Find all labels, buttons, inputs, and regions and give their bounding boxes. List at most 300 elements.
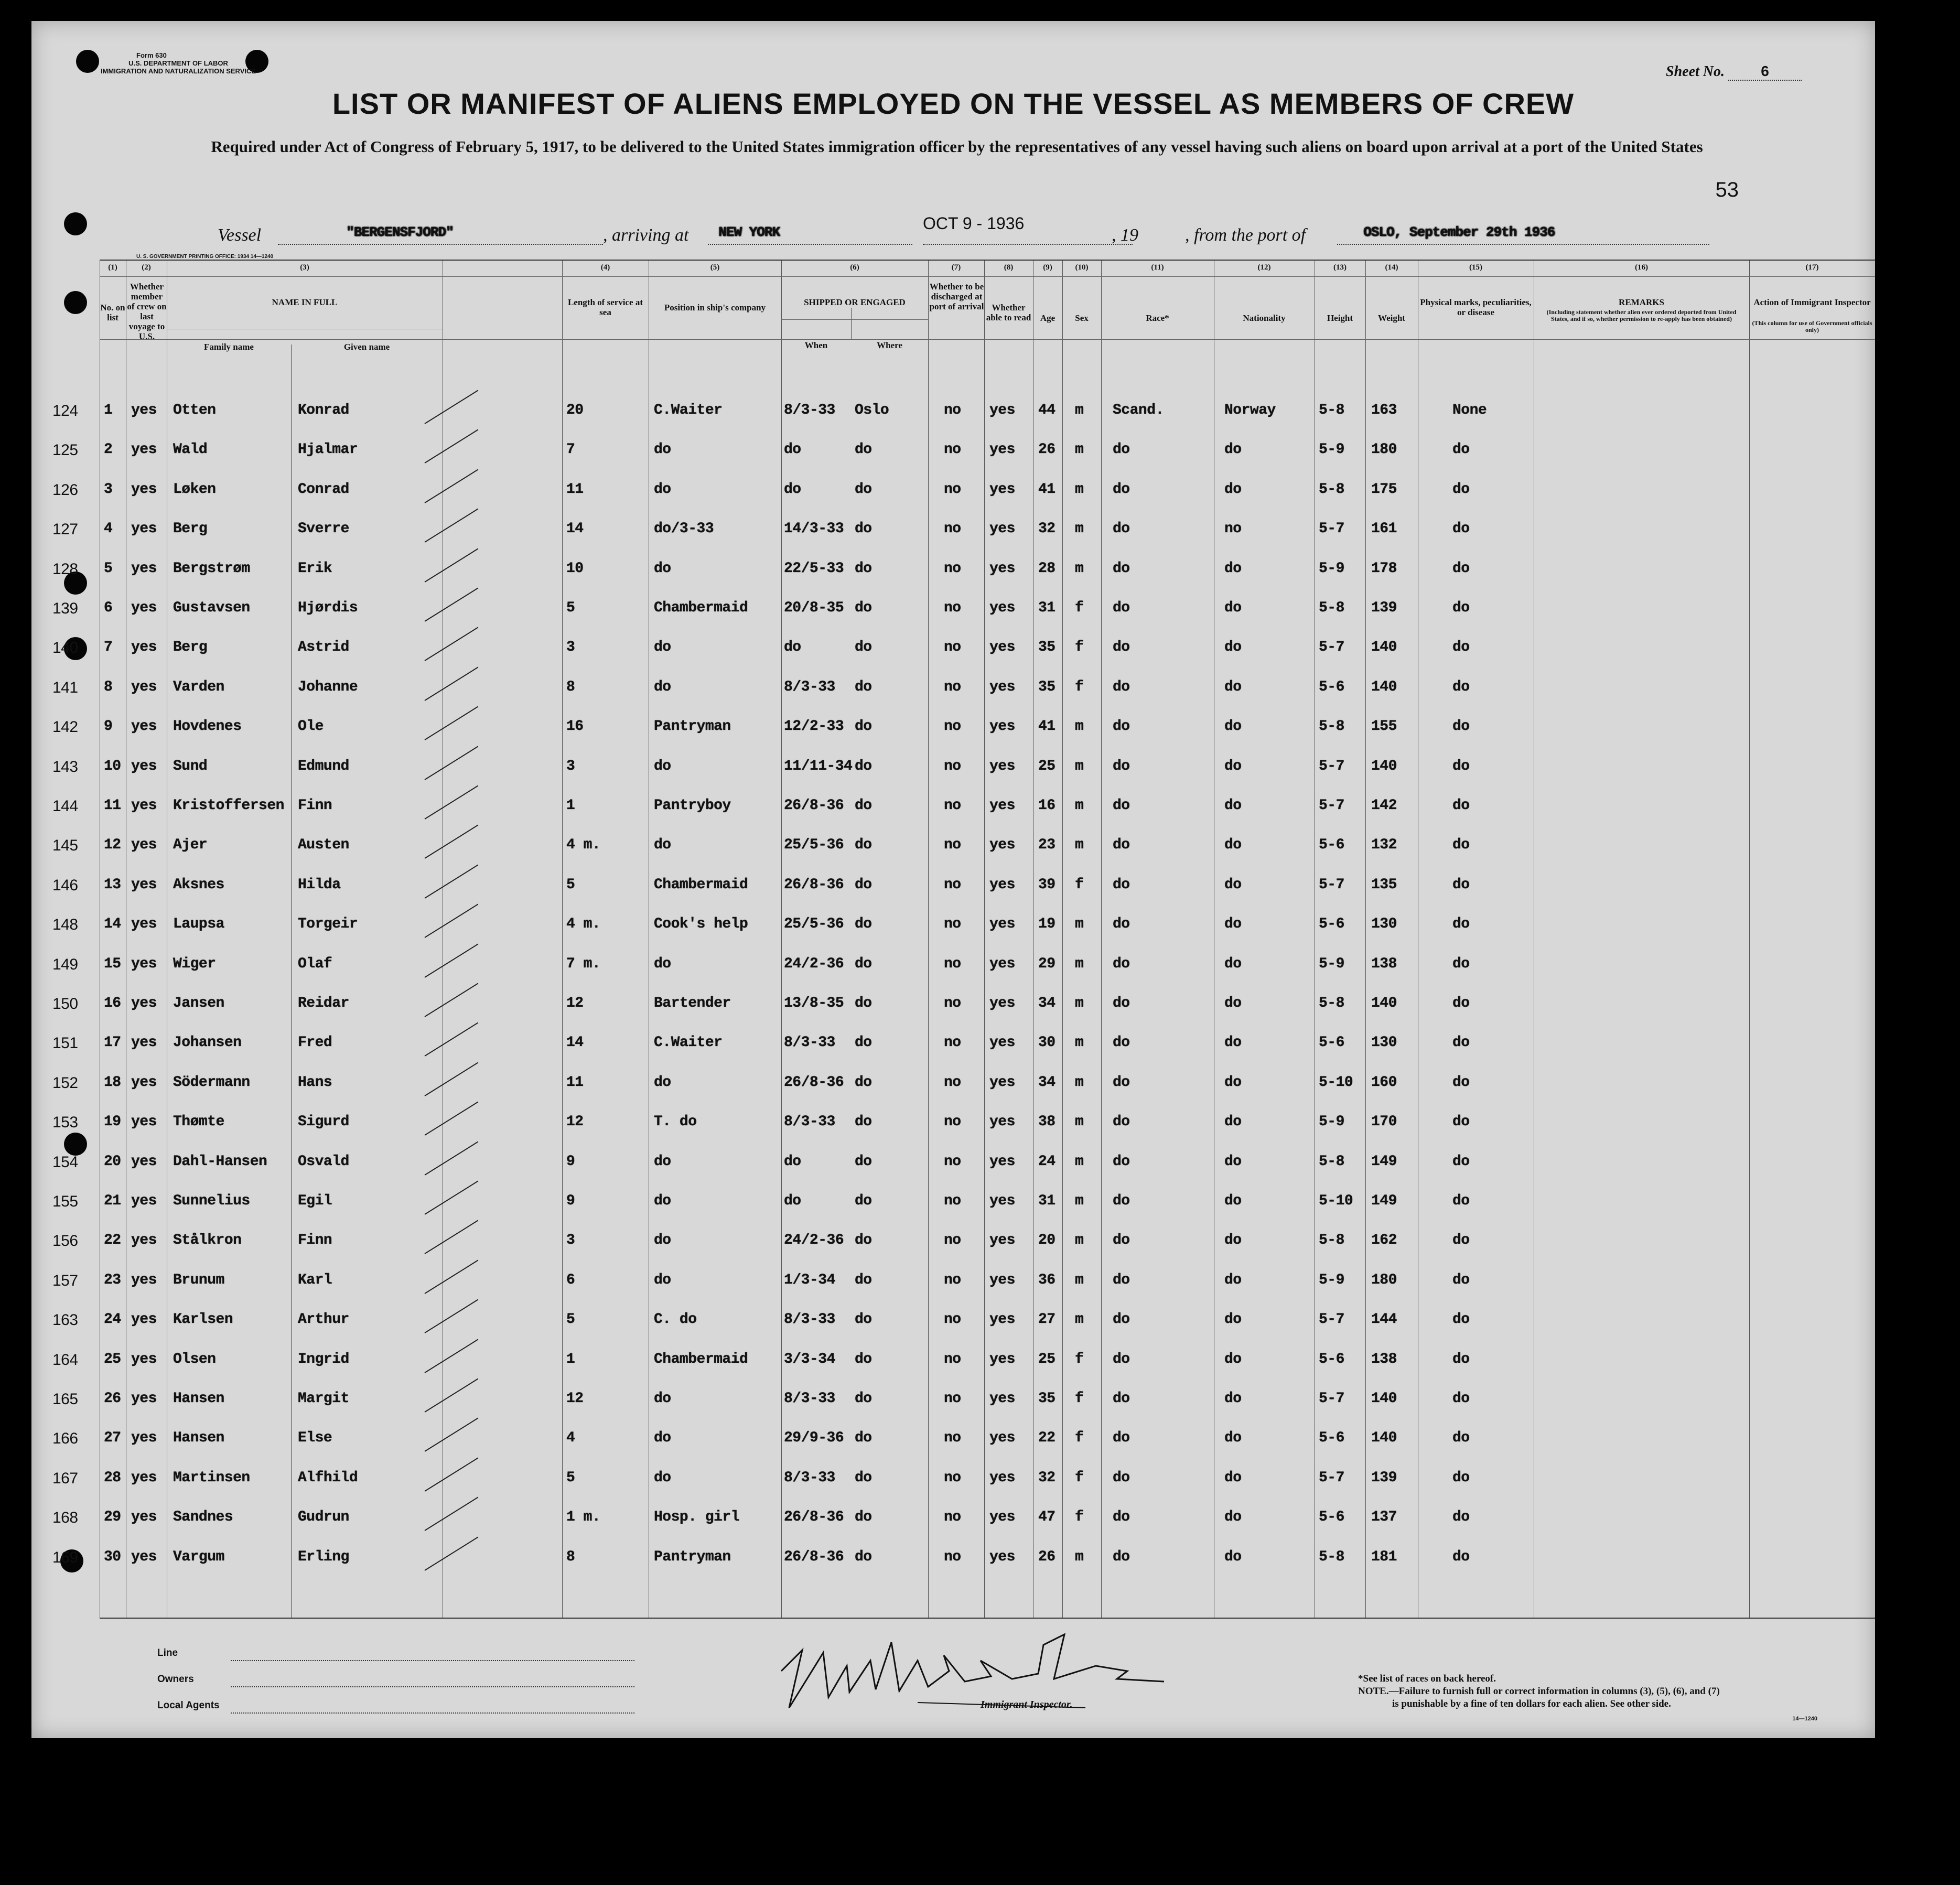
engaged-when: 8/3-33 xyxy=(784,1035,835,1051)
check-mark-stroke xyxy=(424,588,478,622)
race: do xyxy=(1113,1351,1130,1367)
physical-marks: do xyxy=(1452,560,1470,577)
service-name: IMMIGRATION AND NATURALIZATION SERVICE xyxy=(100,67,256,75)
printing-office-note: U. S. GOVERNMENT PRINTING OFFICE: 1934 14—1240 xyxy=(136,254,274,260)
table-row xyxy=(52,1380,1875,1419)
engaged-when: 8/3-33 xyxy=(784,402,835,418)
crew-last-voyage: yes xyxy=(131,916,157,933)
position: C. do xyxy=(654,1311,697,1328)
check-mark-stroke xyxy=(424,548,478,582)
crew-last-voyage: yes xyxy=(131,1193,157,1209)
col-name-in-full: NAME IN FULL xyxy=(272,297,338,307)
nationality: do xyxy=(1224,441,1242,458)
length-of-service: 16 xyxy=(566,718,584,735)
height: 5-6 xyxy=(1319,1035,1344,1051)
given-name: Alfhild xyxy=(298,1469,358,1486)
nationality: do xyxy=(1224,955,1242,972)
given-name: Astrid xyxy=(298,639,349,656)
check-mark-stroke xyxy=(424,1102,478,1136)
crew-last-voyage: yes xyxy=(131,600,157,616)
row-number: 13 xyxy=(104,876,121,893)
table-row xyxy=(52,1222,1875,1261)
age: 35 xyxy=(1038,678,1056,695)
family-name: Wald xyxy=(173,441,208,458)
length-of-service: 8 xyxy=(566,678,575,695)
col-able-to-read: Whether able to read xyxy=(986,303,1031,322)
family-name: Hansen xyxy=(173,1391,224,1407)
family-name: Otten xyxy=(173,402,216,418)
family-name: Bergstrøm xyxy=(173,560,250,577)
row-number: 15 xyxy=(104,955,121,972)
family-name: Wiger xyxy=(173,955,216,972)
engaged-where: do xyxy=(855,1391,872,1407)
given-name: Johanne xyxy=(298,678,358,695)
given-name: Hjalmar xyxy=(298,441,358,458)
sex: m xyxy=(1075,758,1084,774)
age: 30 xyxy=(1038,1035,1056,1051)
crew-last-voyage: yes xyxy=(131,798,157,814)
row-number: 8 xyxy=(104,678,113,695)
engaged-when: 26/8-36 xyxy=(784,798,844,814)
physical-marks: do xyxy=(1452,916,1470,933)
engaged-where: do xyxy=(855,995,872,1011)
engaged-where: do xyxy=(855,1114,872,1130)
length-of-service: 12 xyxy=(566,995,584,1011)
physical-marks: do xyxy=(1452,1430,1470,1447)
nationality: do xyxy=(1224,1430,1242,1447)
col-discharged: Whether to be discharged at port of arrival xyxy=(929,282,984,311)
crew-last-voyage: yes xyxy=(131,1074,157,1091)
position: do xyxy=(654,1272,671,1288)
nationality: do xyxy=(1224,600,1242,616)
row-number: 24 xyxy=(104,1311,121,1328)
check-mark-stroke xyxy=(424,983,478,1017)
sex: f xyxy=(1075,1469,1084,1486)
race: do xyxy=(1113,1430,1130,1447)
weight: 155 xyxy=(1371,718,1397,735)
age: 24 xyxy=(1038,1153,1056,1170)
race: do xyxy=(1113,441,1130,458)
engaged-when: 12/2-33 xyxy=(784,718,844,735)
age: 31 xyxy=(1038,600,1056,616)
table-row xyxy=(52,1182,1875,1222)
engaged-when: 25/5-36 xyxy=(784,837,844,854)
position: do xyxy=(654,837,671,854)
length-of-service: 5 xyxy=(566,1469,575,1486)
height: 5-8 xyxy=(1319,481,1344,498)
height: 5-9 xyxy=(1319,955,1344,972)
family-name: Sandnes xyxy=(173,1509,233,1526)
column-number: (7) xyxy=(951,263,961,272)
crew-last-voyage: yes xyxy=(131,1469,157,1486)
crew-last-voyage: yes xyxy=(131,995,157,1011)
nationality: do xyxy=(1224,798,1242,814)
nationality: do xyxy=(1224,1469,1242,1486)
row-number: 4 xyxy=(104,521,113,537)
age: 29 xyxy=(1038,955,1056,972)
column-number: (1) xyxy=(108,263,117,272)
engaged-where: do xyxy=(855,1193,872,1209)
crew-last-voyage: yes xyxy=(131,837,157,854)
column-number: (9) xyxy=(1043,263,1052,272)
sex: f xyxy=(1075,1430,1084,1447)
weight: 160 xyxy=(1371,1074,1397,1091)
col-weight: Weight xyxy=(1378,313,1405,323)
physical-marks: do xyxy=(1452,521,1470,537)
family-name: Berg xyxy=(173,521,208,537)
discharged: no xyxy=(944,995,961,1011)
length-of-service: 20 xyxy=(566,402,584,418)
row-number: 30 xyxy=(104,1548,121,1565)
physical-marks: do xyxy=(1452,837,1470,854)
physical-marks: do xyxy=(1452,876,1470,893)
margin-number: 145 xyxy=(52,837,78,855)
crew-last-voyage: yes xyxy=(131,955,157,972)
engaged-where: do xyxy=(855,521,872,537)
position: do xyxy=(654,1469,671,1486)
engaged-when: 25/5-36 xyxy=(784,916,844,933)
height: 5-8 xyxy=(1319,1153,1344,1170)
col-inspector-action: Action of Immigrant Inspector xyxy=(1753,297,1871,307)
weight: 137 xyxy=(1371,1509,1397,1526)
discharged: no xyxy=(944,758,961,774)
age: 19 xyxy=(1038,916,1056,933)
height: 5-9 xyxy=(1319,1114,1344,1130)
race: do xyxy=(1113,1311,1130,1328)
given-name: Olaf xyxy=(298,955,332,972)
race: do xyxy=(1113,798,1130,814)
length-of-service: 14 xyxy=(566,1035,584,1051)
discharged: no xyxy=(944,402,961,418)
engaged-where: do xyxy=(855,481,872,498)
vessel-name: "BERGENSFJORD" xyxy=(346,224,454,240)
nationality: do xyxy=(1224,1509,1242,1526)
able-to-read: yes xyxy=(989,995,1015,1011)
height: 5-8 xyxy=(1319,402,1344,418)
row-number: 29 xyxy=(104,1509,121,1526)
discharged: no xyxy=(944,1035,961,1051)
column-number: (3) xyxy=(300,263,309,272)
engaged-where: do xyxy=(855,560,872,577)
check-mark-stroke xyxy=(424,1022,478,1057)
row-number: 11 xyxy=(104,798,121,814)
able-to-read: yes xyxy=(989,1469,1015,1486)
physical-marks: do xyxy=(1452,678,1470,695)
vessel-line xyxy=(31,214,1875,252)
family-name: Vargum xyxy=(173,1548,224,1565)
discharged: no xyxy=(944,1232,961,1249)
weight: 178 xyxy=(1371,560,1397,577)
table-row xyxy=(52,1103,1875,1143)
race: do xyxy=(1113,916,1130,933)
from-port-label: , from the port of xyxy=(1185,225,1306,245)
footer-notes xyxy=(1358,1673,1720,1710)
discharged: no xyxy=(944,876,961,893)
line-label: Line xyxy=(157,1647,178,1658)
check-mark-stroke xyxy=(424,1220,478,1254)
position: do xyxy=(654,1391,671,1407)
age: 34 xyxy=(1038,995,1056,1011)
engaged-when: 26/8-36 xyxy=(784,876,844,893)
margin-number: 151 xyxy=(52,1035,78,1052)
given-name: Edmund xyxy=(298,758,349,774)
departure-port: OSLO, September 29th 1936 xyxy=(1363,224,1555,240)
row-number: 12 xyxy=(104,837,121,854)
age: 32 xyxy=(1038,521,1056,537)
margin-number: 163 xyxy=(52,1311,78,1329)
age: 41 xyxy=(1038,718,1056,735)
family-name: Aksnes xyxy=(173,876,224,893)
table-row xyxy=(52,1064,1875,1103)
family-name: Ajer xyxy=(173,837,208,854)
position: Pantryman xyxy=(654,718,731,735)
nationality: do xyxy=(1224,560,1242,577)
weight: 149 xyxy=(1371,1193,1397,1209)
discharged: no xyxy=(944,1311,961,1328)
race: do xyxy=(1113,1391,1130,1407)
department-name: U.S. DEPARTMENT OF LABOR xyxy=(128,59,228,67)
table-row xyxy=(52,1341,1875,1380)
physical-marks: do xyxy=(1452,1351,1470,1367)
race: do xyxy=(1113,837,1130,854)
family-name: Karlsen xyxy=(173,1311,233,1328)
margin-number: 167 xyxy=(52,1469,78,1487)
given-name: Fred xyxy=(298,1035,332,1051)
column-number: (14) xyxy=(1385,263,1398,272)
margin-number: 155 xyxy=(52,1193,78,1210)
length-of-service: 4 xyxy=(566,1430,575,1447)
family-name: Laupsa xyxy=(173,916,224,933)
table-row xyxy=(52,1459,1875,1499)
column-number: (15) xyxy=(1469,263,1482,272)
check-mark-stroke xyxy=(424,746,478,780)
row-number: 1 xyxy=(104,402,113,418)
engaged-where: do xyxy=(855,1272,872,1288)
check-mark-stroke xyxy=(424,469,478,503)
column-number: (8) xyxy=(1004,263,1014,272)
engaged-when: do xyxy=(784,441,801,458)
engaged-when: 3/3-34 xyxy=(784,1351,835,1367)
able-to-read: yes xyxy=(989,521,1015,537)
age: 44 xyxy=(1038,402,1056,418)
physical-marks: do xyxy=(1452,639,1470,656)
sex: m xyxy=(1075,955,1084,972)
height: 5-7 xyxy=(1319,521,1344,537)
nationality: do xyxy=(1224,1153,1242,1170)
weight: 139 xyxy=(1371,600,1397,616)
height: 5-10 xyxy=(1319,1193,1353,1209)
family-name: Sunnelius xyxy=(173,1193,250,1209)
nationality: do xyxy=(1224,1232,1242,1249)
height: 5-8 xyxy=(1319,1232,1344,1249)
table-row xyxy=(52,985,1875,1024)
engaged-when: 29/9-36 xyxy=(784,1430,844,1447)
nationality: no xyxy=(1224,521,1242,537)
crew-last-voyage: yes xyxy=(131,1430,157,1447)
row-number: 21 xyxy=(104,1193,121,1209)
height: 5-7 xyxy=(1319,639,1344,656)
position: Cook's help xyxy=(654,916,748,933)
family-name: Gustavsen xyxy=(173,600,250,616)
race: do xyxy=(1113,481,1130,498)
nationality: Norway xyxy=(1224,402,1276,418)
nationality: do xyxy=(1224,916,1242,933)
row-number: 16 xyxy=(104,995,121,1011)
weight: 130 xyxy=(1371,916,1397,933)
physical-marks: do xyxy=(1452,1548,1470,1565)
nationality: do xyxy=(1224,1311,1242,1328)
physical-marks: do xyxy=(1452,1074,1470,1091)
table-row xyxy=(52,906,1875,945)
sex: m xyxy=(1075,441,1084,458)
sheet-number-label: Sheet No. xyxy=(1666,63,1725,80)
column-number: (10) xyxy=(1075,263,1089,272)
crew-last-voyage: yes xyxy=(131,402,157,418)
height: 5-6 xyxy=(1319,678,1344,695)
given-name: Erling xyxy=(298,1548,349,1565)
table-row xyxy=(52,1262,1875,1301)
crew-last-voyage: yes xyxy=(131,876,157,893)
sex: m xyxy=(1075,798,1084,814)
manifest-sheet xyxy=(31,21,1875,1738)
race: do xyxy=(1113,678,1130,695)
margin-number: 156 xyxy=(52,1232,78,1250)
check-mark-stroke xyxy=(424,429,478,464)
table-row xyxy=(52,1301,1875,1340)
col-race: Race* xyxy=(1146,313,1169,323)
race: do xyxy=(1113,639,1130,656)
engaged-where: do xyxy=(855,1509,872,1526)
race: do xyxy=(1113,1153,1130,1170)
check-mark-stroke xyxy=(424,666,478,701)
engaged-when: do xyxy=(784,639,801,656)
length-of-service: 11 xyxy=(566,1074,584,1091)
table-row xyxy=(52,1143,1875,1182)
race: do xyxy=(1113,1469,1130,1486)
engaged-when: do xyxy=(784,481,801,498)
length-of-service: 4 m. xyxy=(566,837,601,854)
discharged: no xyxy=(944,1272,961,1288)
able-to-read: yes xyxy=(989,718,1015,735)
weight: 140 xyxy=(1371,1391,1397,1407)
margin-number: 153 xyxy=(52,1114,78,1132)
height: 5-10 xyxy=(1319,1074,1353,1091)
able-to-read: yes xyxy=(989,1548,1015,1565)
discharged: no xyxy=(944,678,961,695)
weight: 138 xyxy=(1371,1351,1397,1367)
col-family-name: Family name xyxy=(204,342,254,352)
age: 32 xyxy=(1038,1469,1056,1486)
able-to-read: yes xyxy=(989,560,1015,577)
length-of-service: 1 m. xyxy=(566,1509,601,1526)
position: do/3-33 xyxy=(654,521,714,537)
engaged-when: 8/3-33 xyxy=(784,1311,835,1328)
page-subtitle: Required under Act of Congress of February 5, 1917, to be delivered to the United States immigration officer by the representatives of any vessel having such aliens on board upon arrival at a port of the United States xyxy=(211,137,1703,156)
sex: m xyxy=(1075,1074,1084,1091)
engaged-where: do xyxy=(855,758,872,774)
sex: f xyxy=(1075,1509,1084,1526)
race: do xyxy=(1113,1232,1130,1249)
sex: m xyxy=(1075,1272,1084,1288)
weight: 175 xyxy=(1371,481,1397,498)
column-number: (17) xyxy=(1805,263,1819,272)
sex: f xyxy=(1075,1351,1084,1367)
discharged: no xyxy=(944,1153,961,1170)
column-number: (4) xyxy=(600,263,610,272)
position: do xyxy=(654,1232,671,1249)
sex: m xyxy=(1075,1232,1084,1249)
table-row xyxy=(52,431,1875,470)
race: Scand. xyxy=(1113,402,1164,418)
nationality: do xyxy=(1224,1193,1242,1209)
row-number: 20 xyxy=(104,1153,121,1170)
height: 5-9 xyxy=(1319,1272,1344,1288)
check-mark-stroke xyxy=(424,706,478,740)
position: do xyxy=(654,1153,671,1170)
given-name: Osvald xyxy=(298,1153,349,1170)
check-mark-stroke xyxy=(424,1141,478,1175)
able-to-read: yes xyxy=(989,837,1015,854)
height: 5-7 xyxy=(1319,876,1344,893)
length-of-service: 1 xyxy=(566,798,575,814)
able-to-read: yes xyxy=(989,1430,1015,1447)
engaged-when: 11/11-34 xyxy=(784,758,853,774)
discharged: no xyxy=(944,560,961,577)
column-number: (2) xyxy=(142,263,151,272)
margin-number: 128 xyxy=(52,560,78,578)
weight: 132 xyxy=(1371,837,1397,854)
discharged: no xyxy=(944,955,961,972)
column-number: (11) xyxy=(1151,263,1164,272)
given-name: Sigurd xyxy=(298,1114,349,1130)
weight: 161 xyxy=(1371,521,1397,537)
table-row xyxy=(52,1499,1875,1538)
engaged-when: 8/3-33 xyxy=(784,1114,835,1130)
nationality: do xyxy=(1224,1272,1242,1288)
height: 5-8 xyxy=(1319,718,1344,735)
position: do xyxy=(654,678,671,695)
weight: 139 xyxy=(1371,1469,1397,1486)
col-age: Age xyxy=(1040,313,1056,323)
race: do xyxy=(1113,1509,1130,1526)
age: 16 xyxy=(1038,798,1056,814)
weight: 140 xyxy=(1371,1430,1397,1447)
weight: 149 xyxy=(1371,1153,1397,1170)
engaged-where: do xyxy=(855,798,872,814)
physical-marks: do xyxy=(1452,1272,1470,1288)
margin-number: 157 xyxy=(52,1272,78,1289)
given-name: Hans xyxy=(298,1074,332,1091)
margin-number: 169 xyxy=(52,1548,78,1566)
position: do xyxy=(654,560,671,577)
check-mark-stroke xyxy=(424,1299,478,1333)
penalty-note-cont: is punishable by a fine of ten dollars for each alien. See other side. xyxy=(1392,1698,1671,1709)
crew-last-voyage: yes xyxy=(131,639,157,656)
physical-marks: do xyxy=(1452,718,1470,735)
col-inspector-note: (This column for use of Government officials only) xyxy=(1752,319,1872,333)
family-name: Løken xyxy=(173,481,216,498)
table-row xyxy=(52,787,1875,826)
engaged-when: do xyxy=(784,1153,801,1170)
height: 5-6 xyxy=(1319,916,1344,933)
row-number: 23 xyxy=(104,1272,121,1288)
physical-marks: do xyxy=(1452,1114,1470,1130)
form-identifier xyxy=(89,51,267,75)
race: do xyxy=(1113,1272,1130,1288)
family-name: Sund xyxy=(173,758,208,774)
physical-marks: do xyxy=(1452,1509,1470,1526)
position: do xyxy=(654,1430,671,1447)
